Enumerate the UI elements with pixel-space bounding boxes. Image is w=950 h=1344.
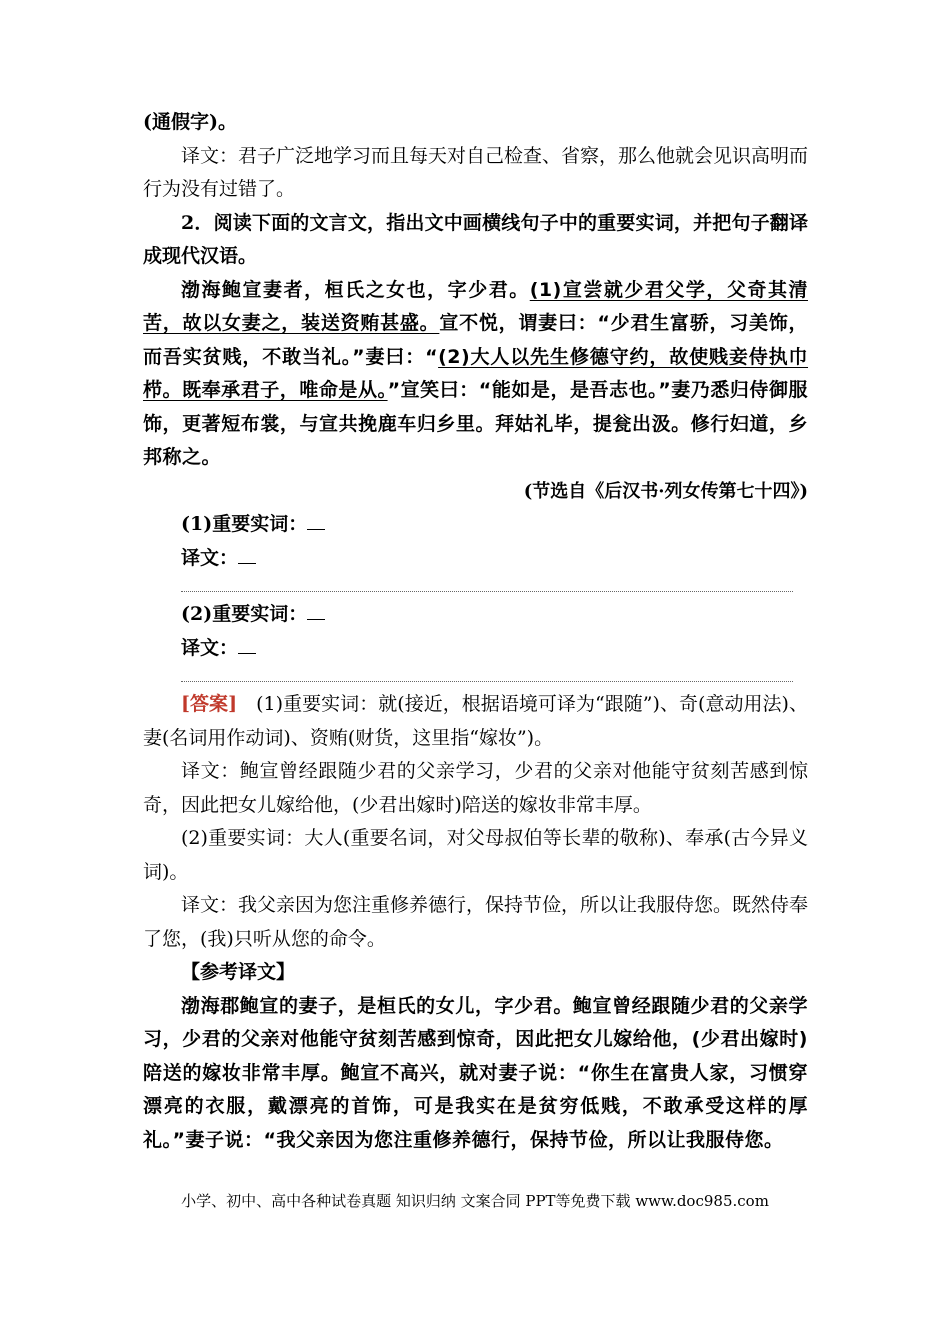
question-prompt: 2．阅读下面的文言文，指出文中画横线句子中的重要实词，并把句子翻译成现代汉语。 xyxy=(143,211,808,267)
answer-part-1: [答案] (1)重要实词：就(接近，根据语境可译为“跟随”)、奇(意动用法)、妻(名词用作动词)、资贿(财货，这里指“嫁妆”)。 xyxy=(143,693,808,749)
answer-blank[interactable] xyxy=(238,549,256,564)
intro-line: (通假字)。 xyxy=(143,111,237,133)
passage-text: 渤海鲍宣妻者，桓氏之女也，字少君。 xyxy=(181,278,530,301)
classical-passage xyxy=(143,274,808,475)
answer-blank[interactable] xyxy=(307,605,325,620)
underlined-sentence-2: (2)大人以先生修德守约，故使贱妾侍执巾栉。既奉承君子，唯命是从。 xyxy=(143,345,809,401)
reference-heading: 【参考译文】 xyxy=(181,961,296,983)
blank-q2-label: (2)重要实词： xyxy=(143,598,808,632)
passage-source: (节选自《后汉书·列女传第七十四》) xyxy=(523,480,808,502)
document-page xyxy=(143,106,808,1157)
underlined-sentence-1: (1)宣尝就少君父学，父奇其清苦，故以女妻之，装送资贿甚盛。 xyxy=(143,278,808,334)
answer-part-2: (2)重要实词：大人(重要名词，对父母叔伯等长辈的敬称)、奉承(古今异义词)。 xyxy=(143,827,808,883)
answer-part-1-translation: 译文：鲍宣曾经跟随少君的父亲学习，少君的父亲对他能守贫刻苦感到惊奇，因此把女儿嫁给他，(少君出嫁时)陪送的嫁妆非常丰厚。 xyxy=(143,760,808,816)
reference-translation: 渤海郡鲍宣的妻子，是桓氏的女儿，字少君。鲍宣曾经跟随少君的父亲学习，少君的父亲对他能守贫刻苦感到惊奇，因此把女儿嫁给他，(少君出嫁时)陪送的嫁妆非常丰厚。鲍宣不高兴，就对妻子说：“你生在富贵人家，习惯穿漂亮的衣服，戴漂亮的首饰，可是我实在是贫穷低贱，不敢承受这样的厚礼。”妻子说：“我父亲因为您注重修养德行，保持节俭，所以让我服侍您。 xyxy=(143,994,808,1151)
answer-blank[interactable] xyxy=(238,639,256,654)
passage-text: ”宣笑曰：“能如是，是吾志也。”妻乃悉归侍御服饰，更著短布裳，与宣共挽鹿车归乡里。拜姑礼毕，提瓮出汲。修行妇道，乡邦称之。 xyxy=(143,379,808,468)
dotted-answer-line xyxy=(181,575,793,592)
page-footer: 小学、初中、高中各种试卷真题 知识归纳 文案合同 PPT等免费下载 www.doc985.com xyxy=(181,1192,769,1210)
blank-q1-translation: 译文： xyxy=(143,542,808,576)
passage-text: 宣不悦，谓妻曰：“少君生富骄，习美饰，而吾实贫贱，不敢当礼。”妻曰：“ xyxy=(143,312,808,368)
blank-q1-label: (1)重要实词： xyxy=(143,508,808,542)
answer-blank[interactable] xyxy=(307,515,325,530)
blank-q2-translation: 译文： xyxy=(143,632,808,666)
answer-tag: [答案] xyxy=(181,693,238,715)
dotted-answer-line xyxy=(181,665,793,682)
answer-part-2-translation: 译文：我父亲因为您注重修养德行，保持节俭，所以让我服侍您。既然侍奉了您，(我)只听从您的命令。 xyxy=(143,894,809,950)
intro-translation: 译文：君子广泛地学习而且每天对自己检查、省察，那么他就会见识高明而行为没有过错了。 xyxy=(143,144,809,200)
